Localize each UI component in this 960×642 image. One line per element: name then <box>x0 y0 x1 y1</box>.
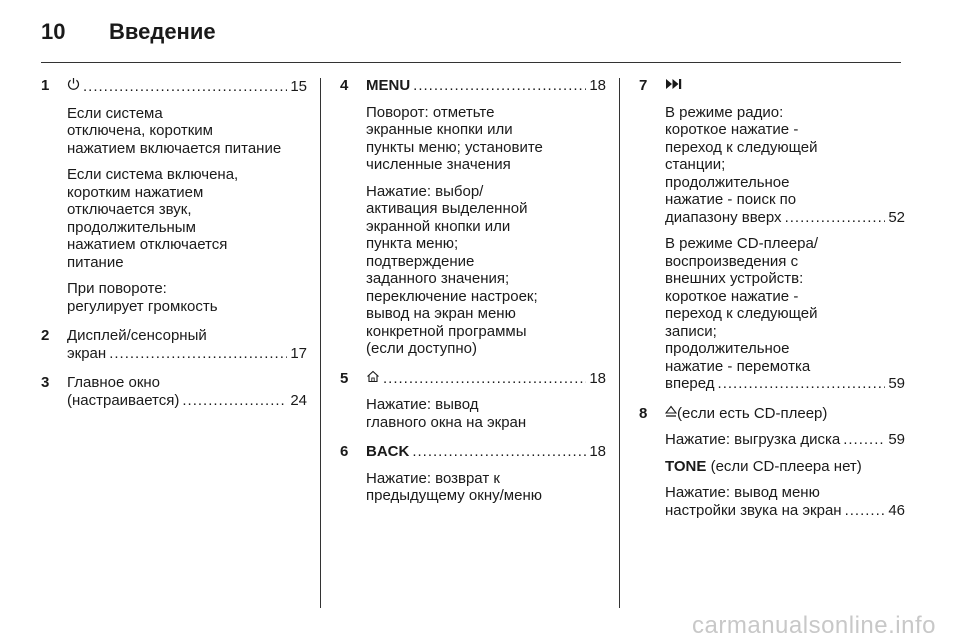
dot-leader <box>182 392 287 410</box>
home-icon <box>366 370 380 388</box>
button-label: BACK <box>366 443 410 460</box>
entry-heading <box>366 370 606 388</box>
line-text: переход к следующей <box>665 138 818 156</box>
line-text: Нажатие: выгрузка диска <box>665 431 841 448</box>
tone-heading <box>665 458 905 476</box>
entry-heading <box>665 77 905 95</box>
line-text: записи; <box>665 322 717 340</box>
page-ref: 52 <box>888 208 905 226</box>
page-ref: 17 <box>290 344 307 362</box>
item-number: 4 <box>340 77 349 94</box>
column-divider-1 <box>320 78 321 608</box>
line-text: Если система <box>67 104 163 122</box>
line-text: переход к следующей <box>665 305 818 322</box>
line-text: предыдущему окну/меню <box>366 487 542 504</box>
line-text: внешних устройств: <box>665 270 804 287</box>
power-icon <box>67 77 80 96</box>
line-text: нажатие - поиск по <box>665 191 797 208</box>
item-number: 3 <box>41 374 50 391</box>
dot-leader <box>785 209 886 227</box>
line-text: настройки звука на экран <box>665 501 842 519</box>
dot-leader <box>413 77 586 95</box>
description-paragraph <box>366 396 606 431</box>
line-text: продолжительным <box>67 218 196 236</box>
line-text: численные значения <box>366 156 511 173</box>
line-text: короткое нажатие - <box>665 287 799 305</box>
line-text: нажатием отключается <box>67 236 228 253</box>
item-number: 1 <box>41 77 50 94</box>
dot-leader <box>845 502 886 520</box>
column-3 <box>639 77 905 531</box>
page-ref: 18 <box>589 369 606 387</box>
line-text: коротким нажатием <box>67 183 204 201</box>
line-text: При повороте: <box>67 280 167 297</box>
page-ref: 46 <box>888 501 905 519</box>
line-text: Поворот: отметьте <box>366 103 495 121</box>
line-text: станции; <box>665 156 726 173</box>
page-ref: 24 <box>290 391 307 409</box>
entry-heading <box>366 443 606 461</box>
line-text: вывод на экран меню <box>366 305 516 322</box>
page-ref: 59 <box>888 375 905 392</box>
heading-text: (если есть CD-плеер) <box>677 404 828 422</box>
leader-line <box>665 502 905 520</box>
leader-line <box>665 209 905 227</box>
line-text: продолжительное <box>665 173 790 191</box>
line-text: продолжительное <box>665 340 790 357</box>
button-label: TONE <box>665 457 707 475</box>
line-text: пункта меню; <box>366 235 459 252</box>
control-entry <box>340 77 606 358</box>
description-paragraph <box>665 235 905 393</box>
description-paragraph <box>665 458 905 476</box>
column-1 <box>41 77 307 421</box>
page-number: 10 <box>41 19 66 44</box>
line-text: диапазону вверх <box>665 208 782 226</box>
control-entry <box>340 443 606 505</box>
leader-line <box>665 431 905 449</box>
item-number: 2 <box>41 327 50 344</box>
page-ref: 18 <box>589 443 606 460</box>
description-paragraph <box>67 166 307 271</box>
line-text: экранной кнопки или <box>366 217 511 235</box>
leader-line <box>67 392 307 410</box>
button-label: MENU <box>366 77 411 94</box>
control-entry <box>340 370 606 432</box>
line-text: Нажатие: возврат к <box>366 469 500 487</box>
column-divider-2 <box>619 78 620 608</box>
line-text: (если CD-плеера нет) <box>706 457 862 475</box>
dot-leader <box>412 443 586 461</box>
line-text: нажатием включается питание <box>67 139 282 157</box>
line-text: отключена, коротким <box>67 122 213 139</box>
line-text: (если доступно) <box>366 340 478 357</box>
line-text: В режиме радио: <box>665 103 784 121</box>
line-text: экран <box>67 344 107 362</box>
control-entry <box>41 327 307 362</box>
item-number: 5 <box>340 369 349 387</box>
dot-leader <box>83 78 287 96</box>
description-paragraph <box>67 280 307 315</box>
page-ref: 18 <box>589 77 606 94</box>
dot-leader <box>718 375 886 393</box>
line-text: В режиме CD-плеера/ <box>665 235 818 252</box>
description-paragraph <box>366 104 606 174</box>
page-ref: 15 <box>290 78 307 95</box>
section-title: Введение <box>109 19 216 44</box>
line-text: Нажатие: вывод меню <box>665 484 820 501</box>
item-number: 8 <box>639 404 648 422</box>
item-number: 7 <box>639 77 648 94</box>
control-entry <box>41 374 307 409</box>
eject-icon <box>665 405 677 423</box>
description-paragraph <box>67 105 307 158</box>
line-text: Дисплей/сенсорный <box>67 327 207 344</box>
description-paragraph <box>665 484 905 519</box>
line-text: регулирует громкость <box>67 297 218 315</box>
line-text: активация выделенной <box>366 200 528 217</box>
line-text: главного окна на экран <box>366 413 527 431</box>
dot-leader <box>383 370 586 388</box>
item-number: 6 <box>340 443 349 460</box>
entry-heading <box>67 77 307 96</box>
line-text: Нажатие: вывод <box>366 396 479 413</box>
line-text: вперед <box>665 375 715 392</box>
line-text: пункты меню; установите <box>366 138 543 156</box>
watermark: carmanualsonline.info <box>692 612 936 639</box>
dot-leader <box>843 431 885 449</box>
description-paragraph <box>366 470 606 505</box>
next-track-icon <box>665 77 683 95</box>
line-text: короткое нажатие - <box>665 121 799 138</box>
header-rule <box>41 62 901 63</box>
column-2 <box>340 77 606 517</box>
description-paragraph <box>366 183 606 358</box>
description-paragraph <box>665 431 905 449</box>
line-text: Если система включена, <box>67 166 239 183</box>
control-entry <box>639 77 905 393</box>
entry-heading <box>665 405 905 423</box>
line-text: Нажатие: выбор/ <box>366 182 484 200</box>
page-ref: 59 <box>888 431 905 448</box>
line-text: отключается звук, <box>67 201 192 218</box>
line-text: нажатие - перемотка <box>665 357 811 375</box>
line-text: питание <box>67 253 124 271</box>
description-paragraph <box>665 104 905 227</box>
line-text: заданного значения; <box>366 270 510 287</box>
line-text: экранные кнопки или <box>366 121 513 138</box>
line-text: конкретной программы <box>366 322 527 340</box>
page-header <box>41 14 216 50</box>
line-text: воспроизведения с <box>665 252 799 270</box>
dot-leader <box>109 345 287 363</box>
line-text: Главное окно <box>67 374 161 391</box>
control-entry <box>41 77 307 315</box>
leader-line <box>665 375 905 393</box>
line-text: подтверждение <box>366 252 475 270</box>
leader-line <box>67 345 307 363</box>
entry-heading <box>366 77 606 95</box>
control-entry <box>639 405 905 520</box>
line-text: переключение настроек; <box>366 287 538 305</box>
line-text: (настраивается) <box>67 391 180 409</box>
